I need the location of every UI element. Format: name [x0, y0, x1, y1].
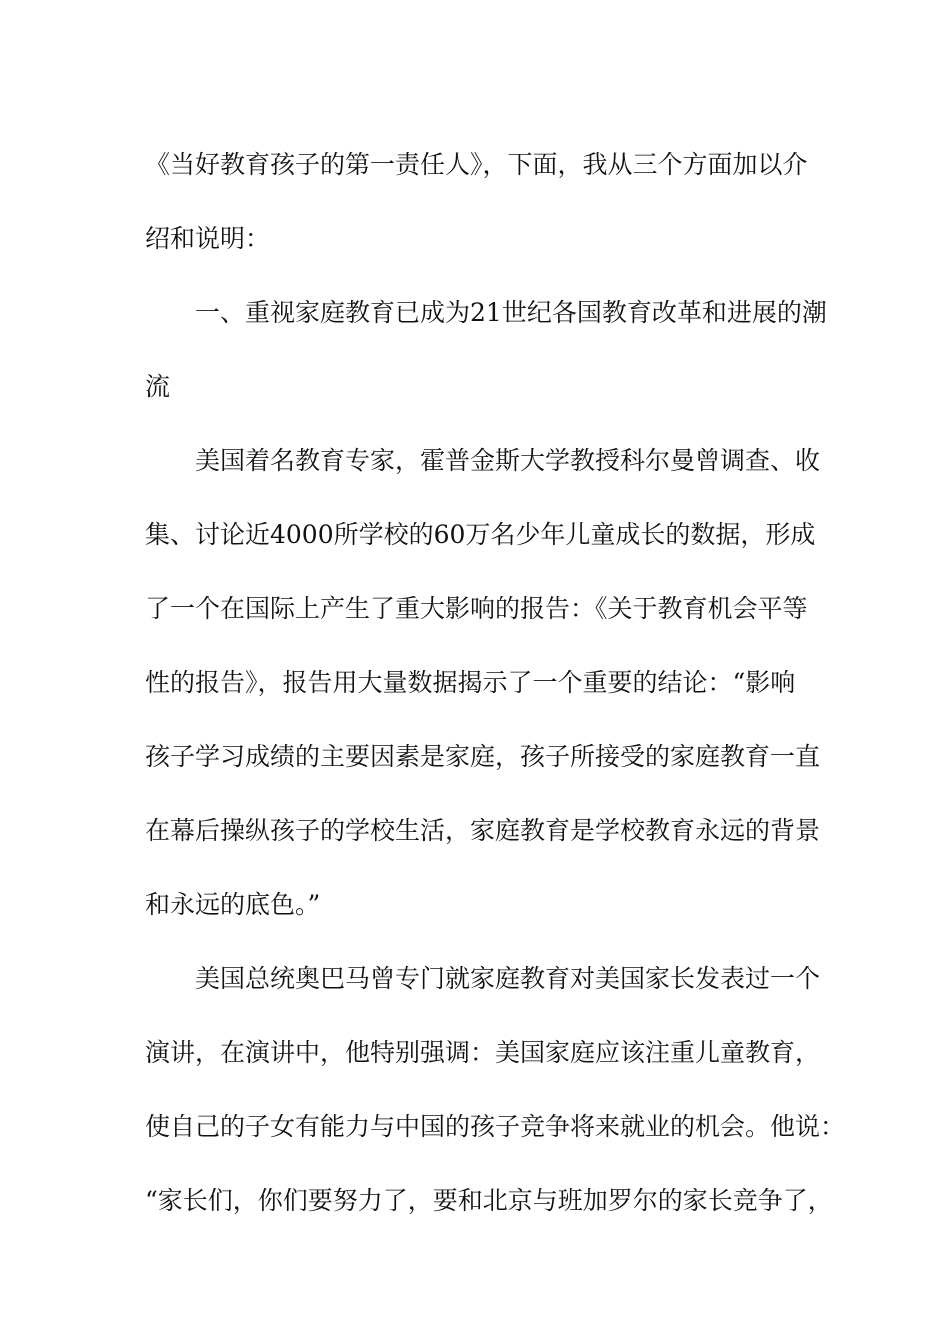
paragraph-coleman-line-6: 在幕后操纵孩子的学校生活，家庭教育是学校教育永远的背景 — [145, 816, 821, 845]
paragraph-coleman-line-5: 孩子学习成绩的主要因素是家庭，孩子所接受的家庭教育一直 — [145, 742, 821, 771]
section-heading-line-2: 流 — [145, 372, 171, 401]
paragraph-obama-line-4: “家长们，你们要努力了，要和北京与班加罗尔的家长竞争了， — [145, 1186, 833, 1215]
paragraph-obama-line-2: 演讲，在演讲中，他特别强调：美国家庭应该注重儿童教育， — [145, 1038, 821, 1067]
paragraph-coleman-line-7: 和永远的底色。” — [145, 890, 321, 919]
paragraph-coleman-line-1: 美国着名教育专家，霍普金斯大学教授科尔曼曾调查、收 — [195, 446, 821, 475]
paragraph-obama-line-3: 使自己的子女有能力与中国的孩子竞争将来就业的机会。他说： — [145, 1112, 846, 1141]
paragraph-obama-line-1: 美国总统奥巴马曾专门就家庭教育对美国家长发表过一个 — [195, 964, 821, 993]
document-body — [145, 128, 846, 1238]
section-heading-line-1: 一、重视家庭教育已成为21世纪各国教育改革和进展的潮 — [195, 298, 827, 327]
paragraph-coleman-line-2: 集、讨论近4000所学校的60万名少年儿童成长的数据，形成 — [145, 520, 816, 549]
text-line-2: 绍和说明： — [145, 224, 271, 253]
paragraph-coleman-line-4: 性的报告》，报告用大量数据揭示了一个重要的结论：“影响 — [145, 668, 796, 697]
paragraph-coleman-line-3: 了一个在国际上产生了重大影响的报告：《关于教育机会平等 — [145, 594, 808, 623]
text-line-1: 《当好教育孩子的第一责任人》，下面，我从三个方面加以介 — [145, 150, 808, 179]
